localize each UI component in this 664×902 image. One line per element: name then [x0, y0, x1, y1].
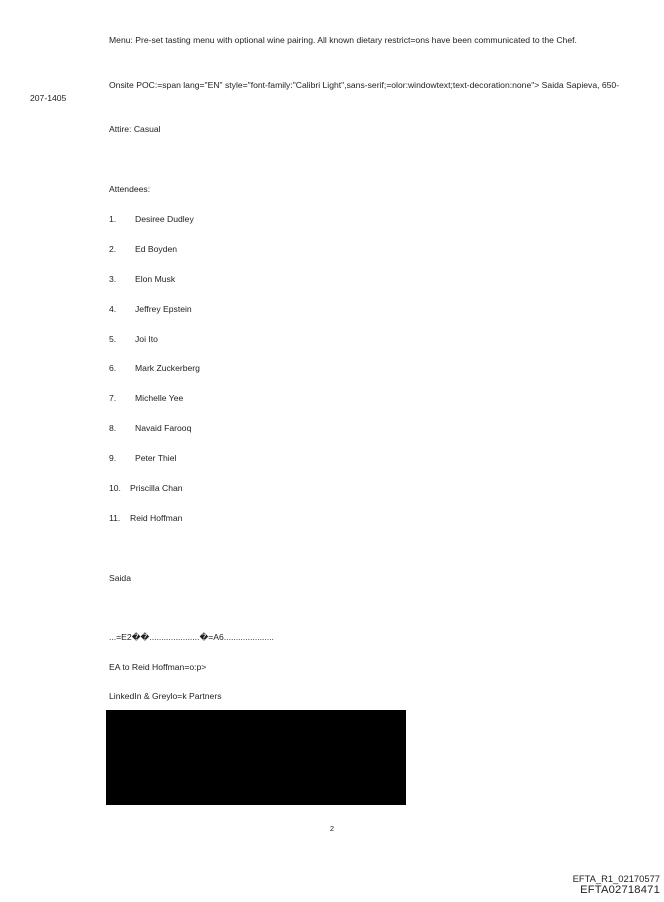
list-item-number: 3.: [109, 274, 117, 284]
list-item-number: 10.: [109, 483, 121, 493]
list-item-number: 7.: [109, 393, 117, 403]
signature-name: Saida: [109, 573, 131, 583]
list-item-name: Peter Thiel: [135, 453, 177, 463]
attire-line: Attire: Casual: [109, 124, 161, 134]
list-item: [109, 273, 175, 286]
list-item-name: Priscilla Chan: [130, 483, 183, 493]
signature-title: EA to Reid Hoffman=o:p>: [109, 662, 207, 672]
list-item-number: 11.: [109, 513, 121, 523]
list-item-name: Reid Hoffman: [130, 513, 183, 523]
signature-company: LinkedIn & Greylo=k Partners: [109, 691, 222, 701]
list-item-name: Michelle Yee: [135, 393, 184, 403]
list-item-name: Desiree Dudley: [135, 214, 194, 224]
bates-stamp-secondary: EFTA02718471: [580, 884, 660, 896]
page-number: 2: [329, 824, 335, 833]
list-item-number: 2.: [109, 244, 117, 254]
list-item-number: 5.: [109, 334, 117, 344]
list-item: [109, 512, 182, 525]
list-item-number: 1.: [109, 214, 117, 224]
list-item: [109, 243, 177, 256]
list-item: [109, 422, 191, 435]
redaction-block: [106, 710, 406, 805]
list-item: [109, 303, 192, 316]
list-item-name: Navaid Farooq: [135, 423, 192, 433]
signature-garbled-line: ...=E2��.....................�=A6.....................: [109, 632, 274, 642]
list-item-number: 6.: [109, 363, 117, 373]
list-item-name: Ed Boyden: [135, 244, 178, 254]
list-item-name: Mark Zuckerberg: [135, 363, 200, 373]
list-item-name: Jeffrey Epstein: [135, 304, 192, 314]
menu-paragraph: Menu: Pre-set tasting menu with optional wine pairing. All known dietary restrict=ons have been communicated to the Chef.: [109, 35, 577, 45]
list-item: [109, 213, 194, 226]
list-item: [109, 362, 200, 375]
list-item: [109, 452, 176, 465]
attendees-heading: Attendees:: [109, 184, 151, 194]
list-item-number: 4.: [109, 304, 117, 314]
list-item: [109, 333, 158, 346]
list-item-number: 9.: [109, 453, 117, 463]
onsite-poc-paragraph: Onsite POC:=span lang="EN" style="font-family:"Calibri Light",sans-serif;=olor:windowtext;text-decoration:none"> Saida Sapieva, 650-207-1405: [30, 80, 620, 103]
list-item: [109, 392, 183, 405]
list-item-number: 8.: [109, 423, 117, 433]
bates-stamp-primary: EFTA_R1_02170577: [572, 873, 660, 884]
list-item-name: Joi Ito: [135, 334, 158, 344]
list-item: [109, 482, 183, 495]
list-item-name: Elon Musk: [135, 274, 176, 284]
